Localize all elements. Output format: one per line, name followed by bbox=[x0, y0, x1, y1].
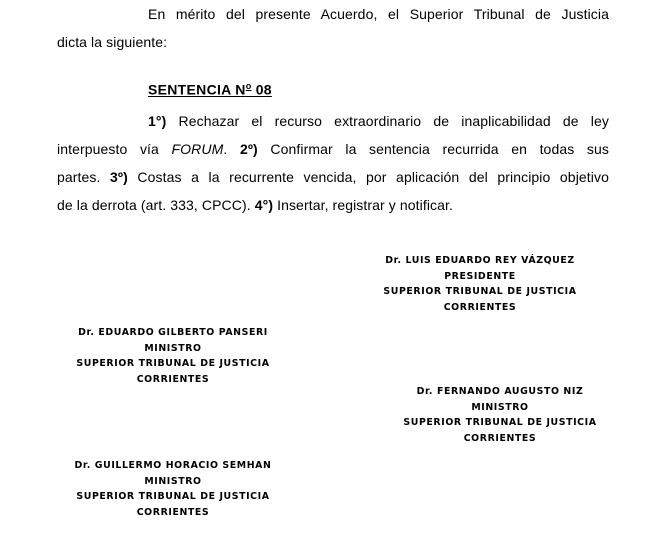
point-3-number: 3º) bbox=[110, 169, 128, 185]
line-2-text-a: interpuesto vía bbox=[57, 141, 172, 157]
signatory-court: SUPERIOR TRIBUNAL DE JUSTICIA bbox=[76, 358, 270, 370]
signatory-city: CORRIENTES bbox=[136, 506, 210, 518]
signatory-role: MINISTRO bbox=[144, 342, 202, 354]
intro-line-2: dicta la siguiente: bbox=[57, 34, 168, 50]
point-2-number: 2º) bbox=[239, 141, 258, 157]
signature-block-president bbox=[374, 253, 586, 315]
heading-ordinal: o bbox=[245, 81, 252, 91]
signatory-court: SUPERIOR TRIBUNAL DE JUSTICIA bbox=[403, 417, 597, 429]
signatory-court: SUPERIOR TRIBUNAL DE JUSTICIA bbox=[383, 286, 577, 298]
signature-block-semhan bbox=[60, 458, 286, 520]
forum-term: FORUM bbox=[171, 141, 224, 157]
signatory-role: MINISTRO bbox=[471, 401, 529, 413]
point-1-number: 1°) bbox=[148, 113, 167, 129]
line-3-text-a: partes. bbox=[57, 169, 111, 185]
point-1-text: Rechazar el recurso extraordinario de inaplicabilidad de ley bbox=[166, 113, 609, 129]
signatory-name: Dr. LUIS EDUARDO REY VÁZQUEZ bbox=[385, 255, 575, 266]
resolution-line-2 bbox=[57, 135, 609, 163]
signatory-city: CORRIENTES bbox=[443, 301, 517, 313]
heading-number: 08 bbox=[251, 81, 272, 98]
signatory-court: SUPERIOR TRIBUNAL DE JUSTICIA bbox=[76, 491, 270, 503]
sentence-heading bbox=[148, 81, 272, 98]
intro-paragraph bbox=[57, 0, 609, 56]
resolution-paragraph bbox=[57, 107, 609, 219]
resolution-line-1 bbox=[57, 107, 609, 135]
signatory-role: MINISTRO bbox=[144, 475, 202, 487]
signatory-name: Dr. GUILLERMO HORACIO SEMHAN bbox=[74, 460, 272, 471]
signature-block-niz bbox=[394, 384, 606, 446]
point-4-text: Insertar, registrar y notificar. bbox=[273, 197, 454, 213]
heading-text: SENTENCIA N bbox=[148, 81, 246, 98]
line-2-text-b: . bbox=[223, 141, 240, 157]
signatory-city: CORRIENTES bbox=[136, 373, 210, 385]
signatory-role: PRESIDENTE bbox=[444, 270, 516, 282]
signatory-name: Dr. FERNANDO AUGUSTO NIZ bbox=[416, 386, 584, 397]
point-2-text: Confirmar la sentencia recurrida en todas sus bbox=[257, 141, 609, 157]
point-4-number: 4°) bbox=[254, 197, 274, 213]
resolution-line-4 bbox=[57, 191, 609, 219]
signature-block-panseri bbox=[60, 325, 286, 387]
point-3-text: Costas a la recurrente vencida, por aplicación del principio objetivo bbox=[127, 169, 609, 185]
line-4-text-a: de la derrota (art. 333, CPCC). bbox=[57, 197, 255, 213]
signatory-name: Dr. EDUARDO GILBERTO PANSERI bbox=[78, 327, 268, 338]
intro-line-1: En mérito del presente Acuerdo, el Superior Tribunal de Justicia bbox=[148, 6, 609, 22]
signatory-city: CORRIENTES bbox=[463, 432, 537, 444]
resolution-line-3 bbox=[57, 163, 609, 191]
